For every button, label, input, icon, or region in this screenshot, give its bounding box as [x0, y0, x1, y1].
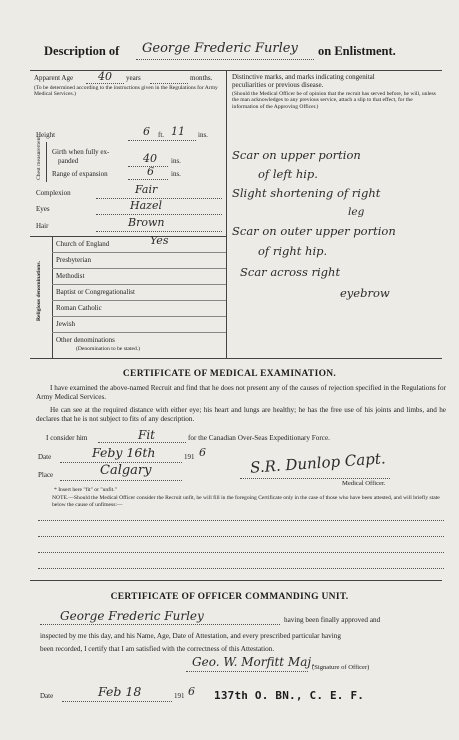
height-feet-unit: ft.	[158, 131, 165, 139]
religion-row-divider	[52, 332, 226, 333]
religion-row-divider	[52, 300, 226, 301]
unfitness-line	[38, 552, 444, 553]
religion-jewish: Jewish	[56, 320, 76, 328]
mark-line-7: Scar across right	[240, 265, 341, 279]
commanding-year-value: 6	[188, 685, 195, 698]
medical-year-value: 6	[199, 446, 206, 459]
commanding-date-value: Feb 18	[98, 684, 142, 699]
religion-row-divider	[52, 268, 226, 269]
religion-inner-divider	[52, 236, 53, 358]
mark-line-8: eyebrow	[340, 286, 390, 300]
church-of-england-value: Yes	[150, 234, 169, 247]
commanding-line-2: inspected by me this day, and his Name, Age, Date of Attestation, and every prescribed particular having	[40, 632, 341, 640]
battalion-stamp: 137th O. BN., C. E. F.	[214, 689, 365, 702]
complexion-label: Complexion	[36, 189, 71, 197]
religion-baptist: Baptist or Congregationalist	[56, 288, 135, 296]
medical-date-label: Date	[38, 453, 52, 461]
religion-other: Other denominations	[56, 336, 115, 344]
expansion-unit: ins.	[171, 170, 181, 178]
years-label: years	[126, 74, 141, 82]
months-underline	[150, 83, 188, 84]
medical-year-prefix: 191	[184, 453, 195, 461]
signature-underline	[240, 478, 390, 479]
commanding-date-underline	[62, 701, 172, 702]
unfitness-line	[38, 536, 444, 537]
eyes-value: Hazel	[130, 199, 162, 212]
medical-heading: CERTIFICATE OF MEDICAL EXAMINATION.	[122, 369, 337, 379]
height-inches-unit: ins.	[198, 131, 208, 139]
commanding-name-underline	[40, 624, 280, 625]
eyes-underline	[96, 214, 222, 215]
girth-label-1: Girth when fully ex-	[52, 148, 110, 156]
religion-row-divider	[52, 252, 226, 253]
mark-line-3: Slight shortening of right	[232, 186, 381, 200]
mark-line-6: of right hip.	[258, 244, 328, 258]
hair-underline	[96, 231, 222, 232]
medical-paragraph-1: I have examined the above-named Recruit and find that he does not present any of the causes of rejection specified in the Regulations for Army Medical Services.	[36, 384, 446, 401]
medical-note: NOTE.—Should the Medical Officer consider the Recruit unfit, he will fill in the foregoing Certificate only in the case of those who have been attested, and will briefly state below the cause of unfitness:—	[52, 495, 440, 508]
commanding-signature-underline	[186, 671, 308, 672]
medical-paragraph-2: He can see at the required distance with either eye; his heart and lungs are healthy; he has the free use of his joints and limbs, and he declares that he is not subject to fits of any description.	[36, 406, 446, 423]
commanding-signature-label: (Signature of Officer)	[312, 664, 370, 671]
expansion-value: 6	[147, 165, 154, 178]
girth-value: 40	[143, 152, 157, 165]
medical-place-value: Calgary	[100, 463, 152, 478]
medical-place-underline	[60, 480, 182, 481]
recruit-name: George Frederic Furley	[142, 41, 298, 56]
religion-top-border	[30, 236, 226, 237]
years-underline	[86, 83, 124, 84]
insert-note: * Insert here "fit" or "unfit."	[54, 487, 117, 493]
commanding-line-1-suffix: having been finally approved and	[284, 616, 381, 624]
mark-line-1: Scar on upper portion	[232, 148, 361, 162]
mark-line-2: of left hip.	[258, 167, 318, 181]
eyes-label: Eyes	[36, 205, 50, 213]
medical-officer-label: Medical Officer.	[342, 480, 386, 487]
table-column-divider	[226, 70, 227, 358]
apparent-age-label: Apparent Age	[34, 74, 74, 82]
table-top-border	[30, 70, 442, 71]
title-prefix: Description of	[44, 44, 120, 58]
girth-label-2: panded	[58, 157, 79, 165]
height-feet-value: 6	[143, 125, 150, 138]
girth-unit: ins.	[171, 157, 181, 165]
age-note: (To be determined according to the instructions given in the Regulations for Army Medical Services.)	[34, 85, 218, 98]
fitness-underline	[98, 442, 186, 443]
religion-row-divider	[52, 284, 226, 285]
marks-heading-line-1: Distinctive marks, and marks indicating congenital	[232, 73, 375, 81]
title-suffix: on Enlistment.	[318, 44, 396, 58]
commanding-date-label: Date	[40, 692, 54, 700]
medical-place-label: Place	[38, 471, 54, 479]
height-underline	[128, 140, 196, 141]
table-bottom-border	[30, 358, 442, 359]
marks-note: (Should the Medical Officer be of opinion that the recruit has served before, he will, unless the man acknowledges to any previous service, attach a slip to that effect, for the information of the Approving Officer.)	[232, 91, 436, 110]
medical-date-value: Feby 16th	[92, 445, 156, 460]
hair-value: Brown	[128, 216, 165, 229]
complexion-value: Fair	[135, 183, 158, 196]
fitness-value: Fit	[138, 428, 155, 442]
commanding-line-3: been recorded, I certify that I am satisfied with the correctness of this Attestation.	[40, 645, 275, 653]
marks-heading-line-2: peculiarities or previous disease.	[232, 81, 324, 89]
commanding-year-prefix: 191	[174, 692, 185, 700]
consider-suffix: for the Canadian Over-Seas Expeditionary Force.	[188, 434, 330, 442]
unfitness-line	[38, 568, 444, 569]
religion-label: Religious denominations.	[36, 261, 42, 321]
religion-methodist: Methodist	[56, 272, 85, 280]
religion-roman-catholic: Roman Catholic	[56, 304, 102, 312]
name-underline	[136, 59, 314, 60]
chest-label: Chest measurement	[36, 136, 42, 180]
commanding-heading: CERTIFICATE OF OFFICER COMMANDING UNIT.	[110, 592, 349, 602]
chest-bracket	[46, 142, 47, 182]
religion-presbyterian: Presbyterian	[56, 256, 91, 264]
height-inches-value: 11	[171, 125, 185, 138]
medical-officer-signature: S.R. Dunlop Capt.	[249, 449, 387, 477]
mark-line-4: leg	[348, 206, 365, 218]
hair-label: Hair	[36, 222, 49, 230]
consider-prefix: I consider him	[46, 434, 88, 442]
expansion-label: Range of expansion	[52, 170, 108, 178]
years-value: 40	[98, 70, 112, 83]
commanding-officer-signature: Geo. W. Morfitt Maj.	[192, 655, 315, 669]
expansion-underline	[128, 179, 168, 180]
religion-church-of-england: Church of England	[56, 240, 110, 248]
unfitness-line	[38, 520, 444, 521]
religion-row-divider	[52, 316, 226, 317]
months-label: months.	[190, 74, 213, 82]
commanding-recruit-name: George Frederic Furley	[60, 609, 204, 623]
mark-line-5: Scar on outer upper portion	[232, 224, 396, 238]
religion-other-note: (Denomination to be stated.)	[76, 346, 141, 352]
section-divider	[30, 580, 442, 581]
height-label: Height	[36, 131, 56, 139]
